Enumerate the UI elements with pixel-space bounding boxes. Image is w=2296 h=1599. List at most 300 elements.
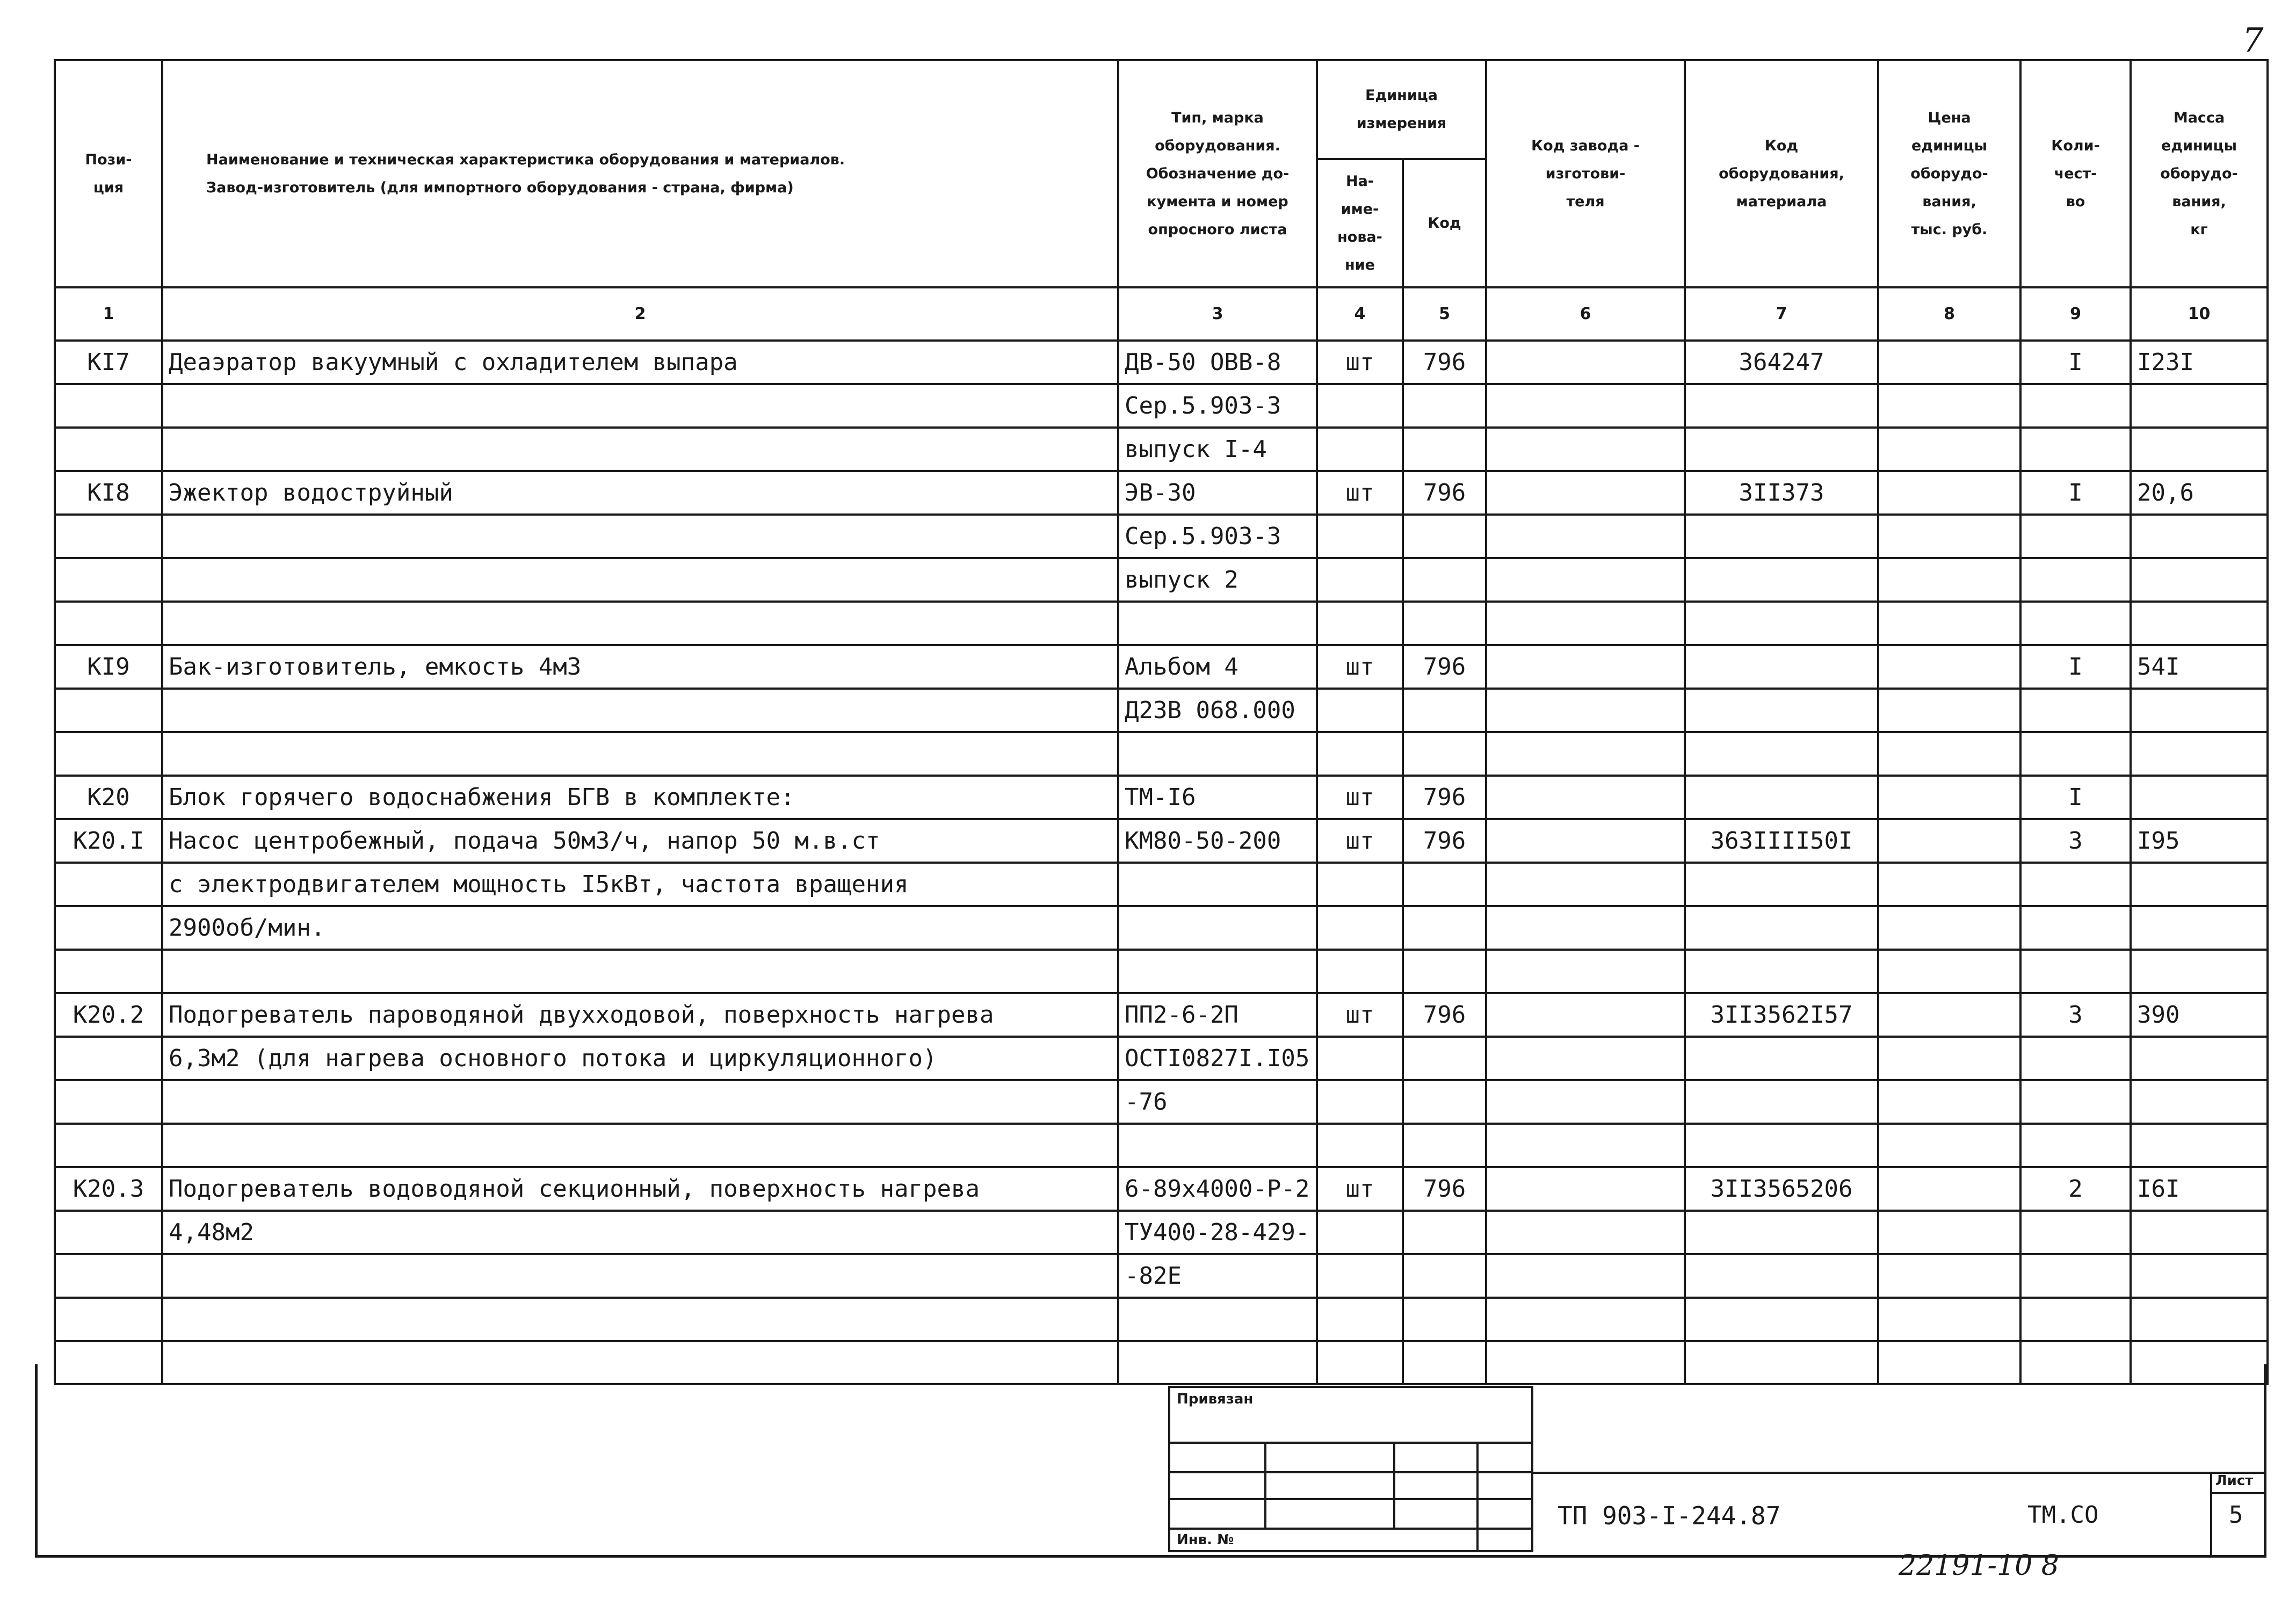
factory-code-cell (1486, 1298, 1685, 1341)
position-cell (55, 1211, 162, 1254)
table-row (55, 732, 2268, 776)
binding-stamp (1168, 1386, 1533, 1552)
quantity-cell (2020, 732, 2131, 776)
position-cell (55, 1124, 162, 1167)
unit-name-cell (1317, 906, 1403, 950)
unit-code-cell: 796 (1403, 993, 1486, 1037)
type-cell: Альбом 4 (1118, 645, 1317, 689)
unit-code-cell (1403, 732, 1486, 776)
factory-code-cell (1486, 689, 1685, 732)
type-cell: выпуск 2 (1118, 558, 1317, 602)
mass-cell (2131, 950, 2268, 993)
name-cell: Насос центробежный, подача 50м3/ч, напор 50 м.в.ст (162, 819, 1118, 863)
mass-cell: I95 (2131, 819, 2268, 863)
type-cell (1118, 1298, 1317, 1341)
type-cell: -82Е (1118, 1254, 1317, 1298)
table-row (55, 558, 2268, 602)
factory-code-cell (1486, 645, 1685, 689)
type-cell: ОСТI0827I.I05 (1118, 1037, 1317, 1080)
unit-name-cell (1317, 689, 1403, 732)
unit-name-cell: шт (1317, 341, 1403, 384)
unit-code-cell: 796 (1403, 776, 1486, 819)
mass-cell (2131, 1298, 2268, 1341)
quantity-cell (2020, 428, 2131, 471)
unit-code-cell (1403, 1341, 1486, 1384)
stamp-divider (1264, 1442, 1266, 1528)
handwritten-corner-mark: 7 (2242, 20, 2264, 60)
position-cell (55, 602, 162, 645)
mass-cell (2131, 515, 2268, 558)
position-cell (55, 906, 162, 950)
mass-cell: 390 (2131, 993, 2268, 1037)
equipment-code-cell (1685, 776, 1878, 819)
name-cell: Эжектор водоструйный (162, 471, 1118, 515)
type-cell: 6-89х4000-Р-2 (1118, 1167, 1317, 1211)
unit-code-cell (1403, 384, 1486, 428)
price-cell (1878, 645, 2020, 689)
factory-code-cell (1486, 863, 1685, 906)
factory-code-cell (1486, 819, 1685, 863)
stamp-divider (1393, 1442, 1395, 1528)
quantity-cell: I (2020, 645, 2131, 689)
name-cell: Бак-изготовитель, емкость 4м3 (162, 645, 1118, 689)
factory-code-cell (1486, 1341, 1685, 1384)
table-row (55, 384, 2268, 428)
factory-code-cell (1486, 341, 1685, 384)
column-number: 4 (1317, 287, 1403, 341)
equipment-code-cell (1685, 1124, 1878, 1167)
quantity-cell (2020, 950, 2131, 993)
table-row (55, 950, 2268, 993)
unit-code-cell (1403, 1211, 1486, 1254)
quantity-cell (2020, 1080, 2131, 1124)
price-cell (1878, 906, 2020, 950)
unit-name-cell (1317, 558, 1403, 602)
mass-cell: I6I (2131, 1167, 2268, 1211)
unit-code-cell: 796 (1403, 645, 1486, 689)
name-cell: Блок горячего водоснабжения БГВ в комплекте: (162, 776, 1118, 819)
mass-cell (2131, 689, 2268, 732)
factory-code-cell (1486, 950, 1685, 993)
column-number: 3 (1118, 287, 1317, 341)
name-cell: Деаэратор вакуумный с охладителем выпара (162, 341, 1118, 384)
table-row (55, 776, 2268, 819)
name-cell (162, 515, 1118, 558)
unit-name-cell (1317, 1037, 1403, 1080)
unit-name-cell: шт (1317, 645, 1403, 689)
archive-number: 22191-10 8 (1899, 1550, 2059, 1582)
quantity-cell (2020, 602, 2131, 645)
factory-code-cell (1486, 993, 1685, 1037)
position-cell (55, 1341, 162, 1384)
equipment-code-cell (1685, 732, 1878, 776)
header-unit-name: На- име- нова- ние (1317, 159, 1403, 287)
price-cell (1878, 776, 2020, 819)
equipment-code-cell (1685, 1254, 1878, 1298)
table-row (55, 515, 2268, 558)
unit-code-cell: 796 (1403, 471, 1486, 515)
unit-name-cell: шт (1317, 471, 1403, 515)
name-cell: 4,48м2 (162, 1211, 1118, 1254)
factory-code-cell (1486, 471, 1685, 515)
bound-label: Привязан (1177, 1391, 1254, 1407)
section-code: ТМ.СО (2027, 1501, 2099, 1529)
price-cell (1878, 819, 2020, 863)
price-cell (1878, 863, 2020, 906)
equipment-code-cell (1685, 863, 1878, 906)
unit-name-cell (1317, 515, 1403, 558)
column-number: 8 (1878, 287, 2020, 341)
name-cell (162, 689, 1118, 732)
quantity-cell (2020, 1298, 2131, 1341)
table-row (55, 993, 2268, 1037)
unit-name-cell (1317, 1298, 1403, 1341)
type-cell: КМ80-50-200 (1118, 819, 1317, 863)
header-price: Цена единицы оборудо- вания, тыс. руб. (1878, 60, 2020, 287)
header-unit-group: Единица измерения (1317, 60, 1486, 159)
factory-code-cell (1486, 384, 1685, 428)
price-cell (1878, 1341, 2020, 1384)
unit-name-cell: шт (1317, 1167, 1403, 1211)
price-cell (1878, 1124, 2020, 1167)
position-cell: КI8 (55, 471, 162, 515)
price-cell (1878, 1080, 2020, 1124)
type-cell: Д23В 068.000 (1118, 689, 1317, 732)
price-cell (1878, 689, 2020, 732)
unit-code-cell (1403, 1037, 1486, 1080)
mass-cell: I23I (2131, 341, 2268, 384)
mass-cell (2131, 1124, 2268, 1167)
equipment-code-cell (1685, 1211, 1878, 1254)
price-cell (1878, 515, 2020, 558)
factory-code-cell (1486, 1037, 1685, 1080)
equipment-code-cell (1685, 950, 1878, 993)
position-cell: К20.2 (55, 993, 162, 1037)
type-cell (1118, 906, 1317, 950)
unit-name-cell (1317, 1124, 1403, 1167)
unit-code-cell: 796 (1403, 1167, 1486, 1211)
price-cell (1878, 471, 2020, 515)
equipment-code-cell (1685, 906, 1878, 950)
type-cell (1118, 863, 1317, 906)
table-row (55, 645, 2268, 689)
name-cell: с электродвигателем мощность I5кВт, частота вращения (162, 863, 1118, 906)
table-row (55, 1124, 2268, 1167)
quantity-cell (2020, 558, 2131, 602)
column-number: 5 (1403, 287, 1486, 341)
unit-name-cell: шт (1317, 776, 1403, 819)
type-cell (1118, 950, 1317, 993)
price-cell (1878, 732, 2020, 776)
name-cell: Подогреватель пароводяной двухходовой, поверхность нагрева (162, 993, 1118, 1037)
price-cell (1878, 1167, 2020, 1211)
header-name: Наименование и техническая характеристика оборудования и материалов. Завод-изготовитель (для импортного оборудования - страна, фирма) (162, 60, 1118, 287)
name-cell (162, 1254, 1118, 1298)
name-cell (162, 602, 1118, 645)
equipment-code-cell: 363IIII50I (1685, 819, 1878, 863)
table-row (55, 1211, 2268, 1254)
unit-code-cell (1403, 515, 1486, 558)
column-number: 1 (55, 287, 162, 341)
unit-name-cell (1317, 428, 1403, 471)
type-cell: ПП2-6-2П (1118, 993, 1317, 1037)
factory-code-cell (1486, 776, 1685, 819)
mass-cell (2131, 1254, 2268, 1298)
unit-code-cell: 796 (1403, 819, 1486, 863)
type-cell (1118, 602, 1317, 645)
quantity-cell (2020, 689, 2131, 732)
mass-cell (2131, 732, 2268, 776)
unit-name-cell (1317, 602, 1403, 645)
unit-code-cell (1403, 602, 1486, 645)
mass-cell (2131, 558, 2268, 602)
equipment-code-cell (1685, 1298, 1878, 1341)
position-cell (55, 950, 162, 993)
price-cell (1878, 950, 2020, 993)
price-cell (1878, 1037, 2020, 1080)
name-cell (162, 558, 1118, 602)
quantity-cell: 3 (2020, 993, 2131, 1037)
factory-code-cell (1486, 602, 1685, 645)
mass-cell: 54I (2131, 645, 2268, 689)
quantity-cell (2020, 906, 2131, 950)
price-cell (1878, 558, 2020, 602)
price-cell (1878, 1298, 2020, 1341)
equipment-code-cell (1685, 1080, 1878, 1124)
sheet-divider (2210, 1492, 2266, 1494)
position-cell (55, 1037, 162, 1080)
position-cell (55, 863, 162, 906)
equipment-code-cell (1685, 384, 1878, 428)
position-cell (55, 1254, 162, 1298)
quantity-cell: I (2020, 471, 2131, 515)
position-cell: К20.3 (55, 1167, 162, 1211)
quantity-cell (2020, 1124, 2131, 1167)
factory-code-cell (1486, 1167, 1685, 1211)
unit-code-cell (1403, 428, 1486, 471)
column-number: 6 (1486, 287, 1685, 341)
column-number: 10 (2131, 287, 2268, 341)
price-cell (1878, 993, 2020, 1037)
equipment-code-cell (1685, 645, 1878, 689)
equipment-code-cell: 3II3562I57 (1685, 993, 1878, 1037)
name-cell (162, 1124, 1118, 1167)
position-cell (55, 689, 162, 732)
mass-cell (2131, 776, 2268, 819)
unit-name-cell: шт (1317, 819, 1403, 863)
unit-code-cell (1403, 558, 1486, 602)
name-cell: 6,3м2 (для нагрева основного потока и циркуляционного) (162, 1037, 1118, 1080)
equipment-code-cell (1685, 428, 1878, 471)
mass-cell (2131, 1211, 2268, 1254)
type-cell: ТУ400-28-429- (1118, 1211, 1317, 1254)
unit-name-cell (1317, 1211, 1403, 1254)
quantity-cell (2020, 1254, 2131, 1298)
sheet-label: Лист (2215, 1473, 2254, 1489)
table-row (55, 689, 2268, 732)
inventory-number-label: Инв. № (1177, 1532, 1234, 1548)
factory-code-cell (1486, 1124, 1685, 1167)
type-cell: ЭВ-30 (1118, 471, 1317, 515)
factory-code-cell (1486, 732, 1685, 776)
name-cell: Подогреватель водоводяной секционный, поверхность нагрева (162, 1167, 1118, 1211)
type-cell (1118, 732, 1317, 776)
position-cell: КI7 (55, 341, 162, 384)
name-cell (162, 428, 1118, 471)
unit-code-cell: 796 (1403, 341, 1486, 384)
position-cell (55, 515, 162, 558)
price-cell (1878, 1254, 2020, 1298)
unit-name-cell (1317, 1254, 1403, 1298)
mass-cell: 20,6 (2131, 471, 2268, 515)
name-cell (162, 950, 1118, 993)
equipment-code-cell: 364247 (1685, 341, 1878, 384)
frame-left-border (35, 1364, 38, 1557)
name-cell: 2900об/мин. (162, 906, 1118, 950)
header-quantity: Коли- чест- во (2020, 60, 2131, 287)
table-row (55, 1167, 2268, 1211)
table-row (55, 471, 2268, 515)
unit-code-cell (1403, 950, 1486, 993)
equipment-specification-table (54, 59, 2269, 1385)
header-factory-code: Код завода - изготови- теля (1486, 60, 1685, 287)
factory-code-cell (1486, 906, 1685, 950)
quantity-cell: 3 (2020, 819, 2131, 863)
title-block-border (1533, 1472, 2266, 1474)
header-mass: Масса единицы оборудо- вания, кг (2131, 60, 2268, 287)
mass-cell (2131, 428, 2268, 471)
equipment-code-cell (1685, 1037, 1878, 1080)
quantity-cell (2020, 863, 2131, 906)
header-equipment-code: Код оборудования, материала (1685, 60, 1878, 287)
mass-cell (2131, 1037, 2268, 1080)
table-row (55, 602, 2268, 645)
unit-code-cell (1403, 1254, 1486, 1298)
type-cell (1118, 1124, 1317, 1167)
name-cell (162, 1080, 1118, 1124)
table-row (55, 1080, 2268, 1124)
quantity-cell (2020, 1341, 2131, 1384)
name-cell (162, 384, 1118, 428)
unit-code-cell (1403, 863, 1486, 906)
equipment-code-cell (1685, 602, 1878, 645)
quantity-cell: I (2020, 341, 2131, 384)
header-position: Пози- ция (55, 60, 162, 287)
equipment-code-cell: 3II373 (1685, 471, 1878, 515)
position-cell: К20 (55, 776, 162, 819)
column-number: 7 (1685, 287, 1878, 341)
equipment-code-cell (1685, 515, 1878, 558)
position-cell (55, 558, 162, 602)
header-type: Тип, марка оборудования. Обозначение до- кумента и номер опросного листа (1118, 60, 1317, 287)
unit-name-cell: шт (1317, 993, 1403, 1037)
price-cell (1878, 341, 2020, 384)
type-cell: ДВ-50 ОВВ-8 (1118, 341, 1317, 384)
type-cell (1118, 1341, 1317, 1384)
factory-code-cell (1486, 515, 1685, 558)
equipment-code-cell (1685, 689, 1878, 732)
type-cell: Сер.5.903-3 (1118, 384, 1317, 428)
type-cell: -76 (1118, 1080, 1317, 1124)
unit-code-cell (1403, 1298, 1486, 1341)
table-row (55, 1254, 2268, 1298)
unit-name-cell (1317, 863, 1403, 906)
unit-code-cell (1403, 906, 1486, 950)
name-cell (162, 1341, 1118, 1384)
unit-name-cell (1317, 732, 1403, 776)
mass-cell (2131, 384, 2268, 428)
equipment-code-cell: 3II3565206 (1685, 1167, 1878, 1211)
unit-name-cell (1317, 384, 1403, 428)
quantity-cell (2020, 1037, 2131, 1080)
price-cell (1878, 1211, 2020, 1254)
equipment-code-cell (1685, 558, 1878, 602)
quantity-cell: I (2020, 776, 2131, 819)
name-cell (162, 1298, 1118, 1341)
unit-code-cell (1403, 1124, 1486, 1167)
table-row (55, 819, 2268, 863)
quantity-cell (2020, 515, 2131, 558)
sheet-number: 5 (2229, 1501, 2243, 1529)
specification-rows (55, 341, 2268, 1384)
column-number: 2 (162, 287, 1118, 341)
mass-cell (2131, 906, 2268, 950)
factory-code-cell (1486, 1211, 1685, 1254)
unit-name-cell (1317, 1080, 1403, 1124)
header-unit-code: Код (1403, 159, 1486, 287)
factory-code-cell (1486, 1080, 1685, 1124)
position-cell (55, 1080, 162, 1124)
quantity-cell (2020, 1211, 2131, 1254)
type-cell: Сер.5.903-3 (1118, 515, 1317, 558)
unit-name-cell (1317, 950, 1403, 993)
name-cell (162, 732, 1118, 776)
document-code: ТП 903-I-244.87 (1558, 1501, 1781, 1530)
table-row (55, 906, 2268, 950)
quantity-cell: 2 (2020, 1167, 2131, 1211)
table-row (55, 341, 2268, 384)
factory-code-cell (1486, 558, 1685, 602)
position-cell (55, 428, 162, 471)
table-row (55, 1341, 2268, 1384)
position-cell: КI9 (55, 645, 162, 689)
factory-code-cell (1486, 1254, 1685, 1298)
unit-code-cell (1403, 1080, 1486, 1124)
unit-code-cell (1403, 689, 1486, 732)
position-cell: К20.I (55, 819, 162, 863)
position-cell (55, 732, 162, 776)
mass-cell (2131, 602, 2268, 645)
column-number-row (55, 287, 2268, 341)
column-number: 9 (2020, 287, 2131, 341)
position-cell (55, 384, 162, 428)
type-cell: ТМ-I6 (1118, 776, 1317, 819)
table-row (55, 428, 2268, 471)
position-cell (55, 1298, 162, 1341)
price-cell (1878, 384, 2020, 428)
factory-code-cell (1486, 428, 1685, 471)
stamp-divider (1476, 1442, 1479, 1550)
unit-name-cell (1317, 1341, 1403, 1384)
table-row (55, 1037, 2268, 1080)
mass-cell (2131, 863, 2268, 906)
mass-cell (2131, 1341, 2268, 1384)
type-cell: выпуск I-4 (1118, 428, 1317, 471)
equipment-code-cell (1685, 1341, 1878, 1384)
table-row (55, 863, 2268, 906)
price-cell (1878, 428, 2020, 471)
quantity-cell (2020, 384, 2131, 428)
